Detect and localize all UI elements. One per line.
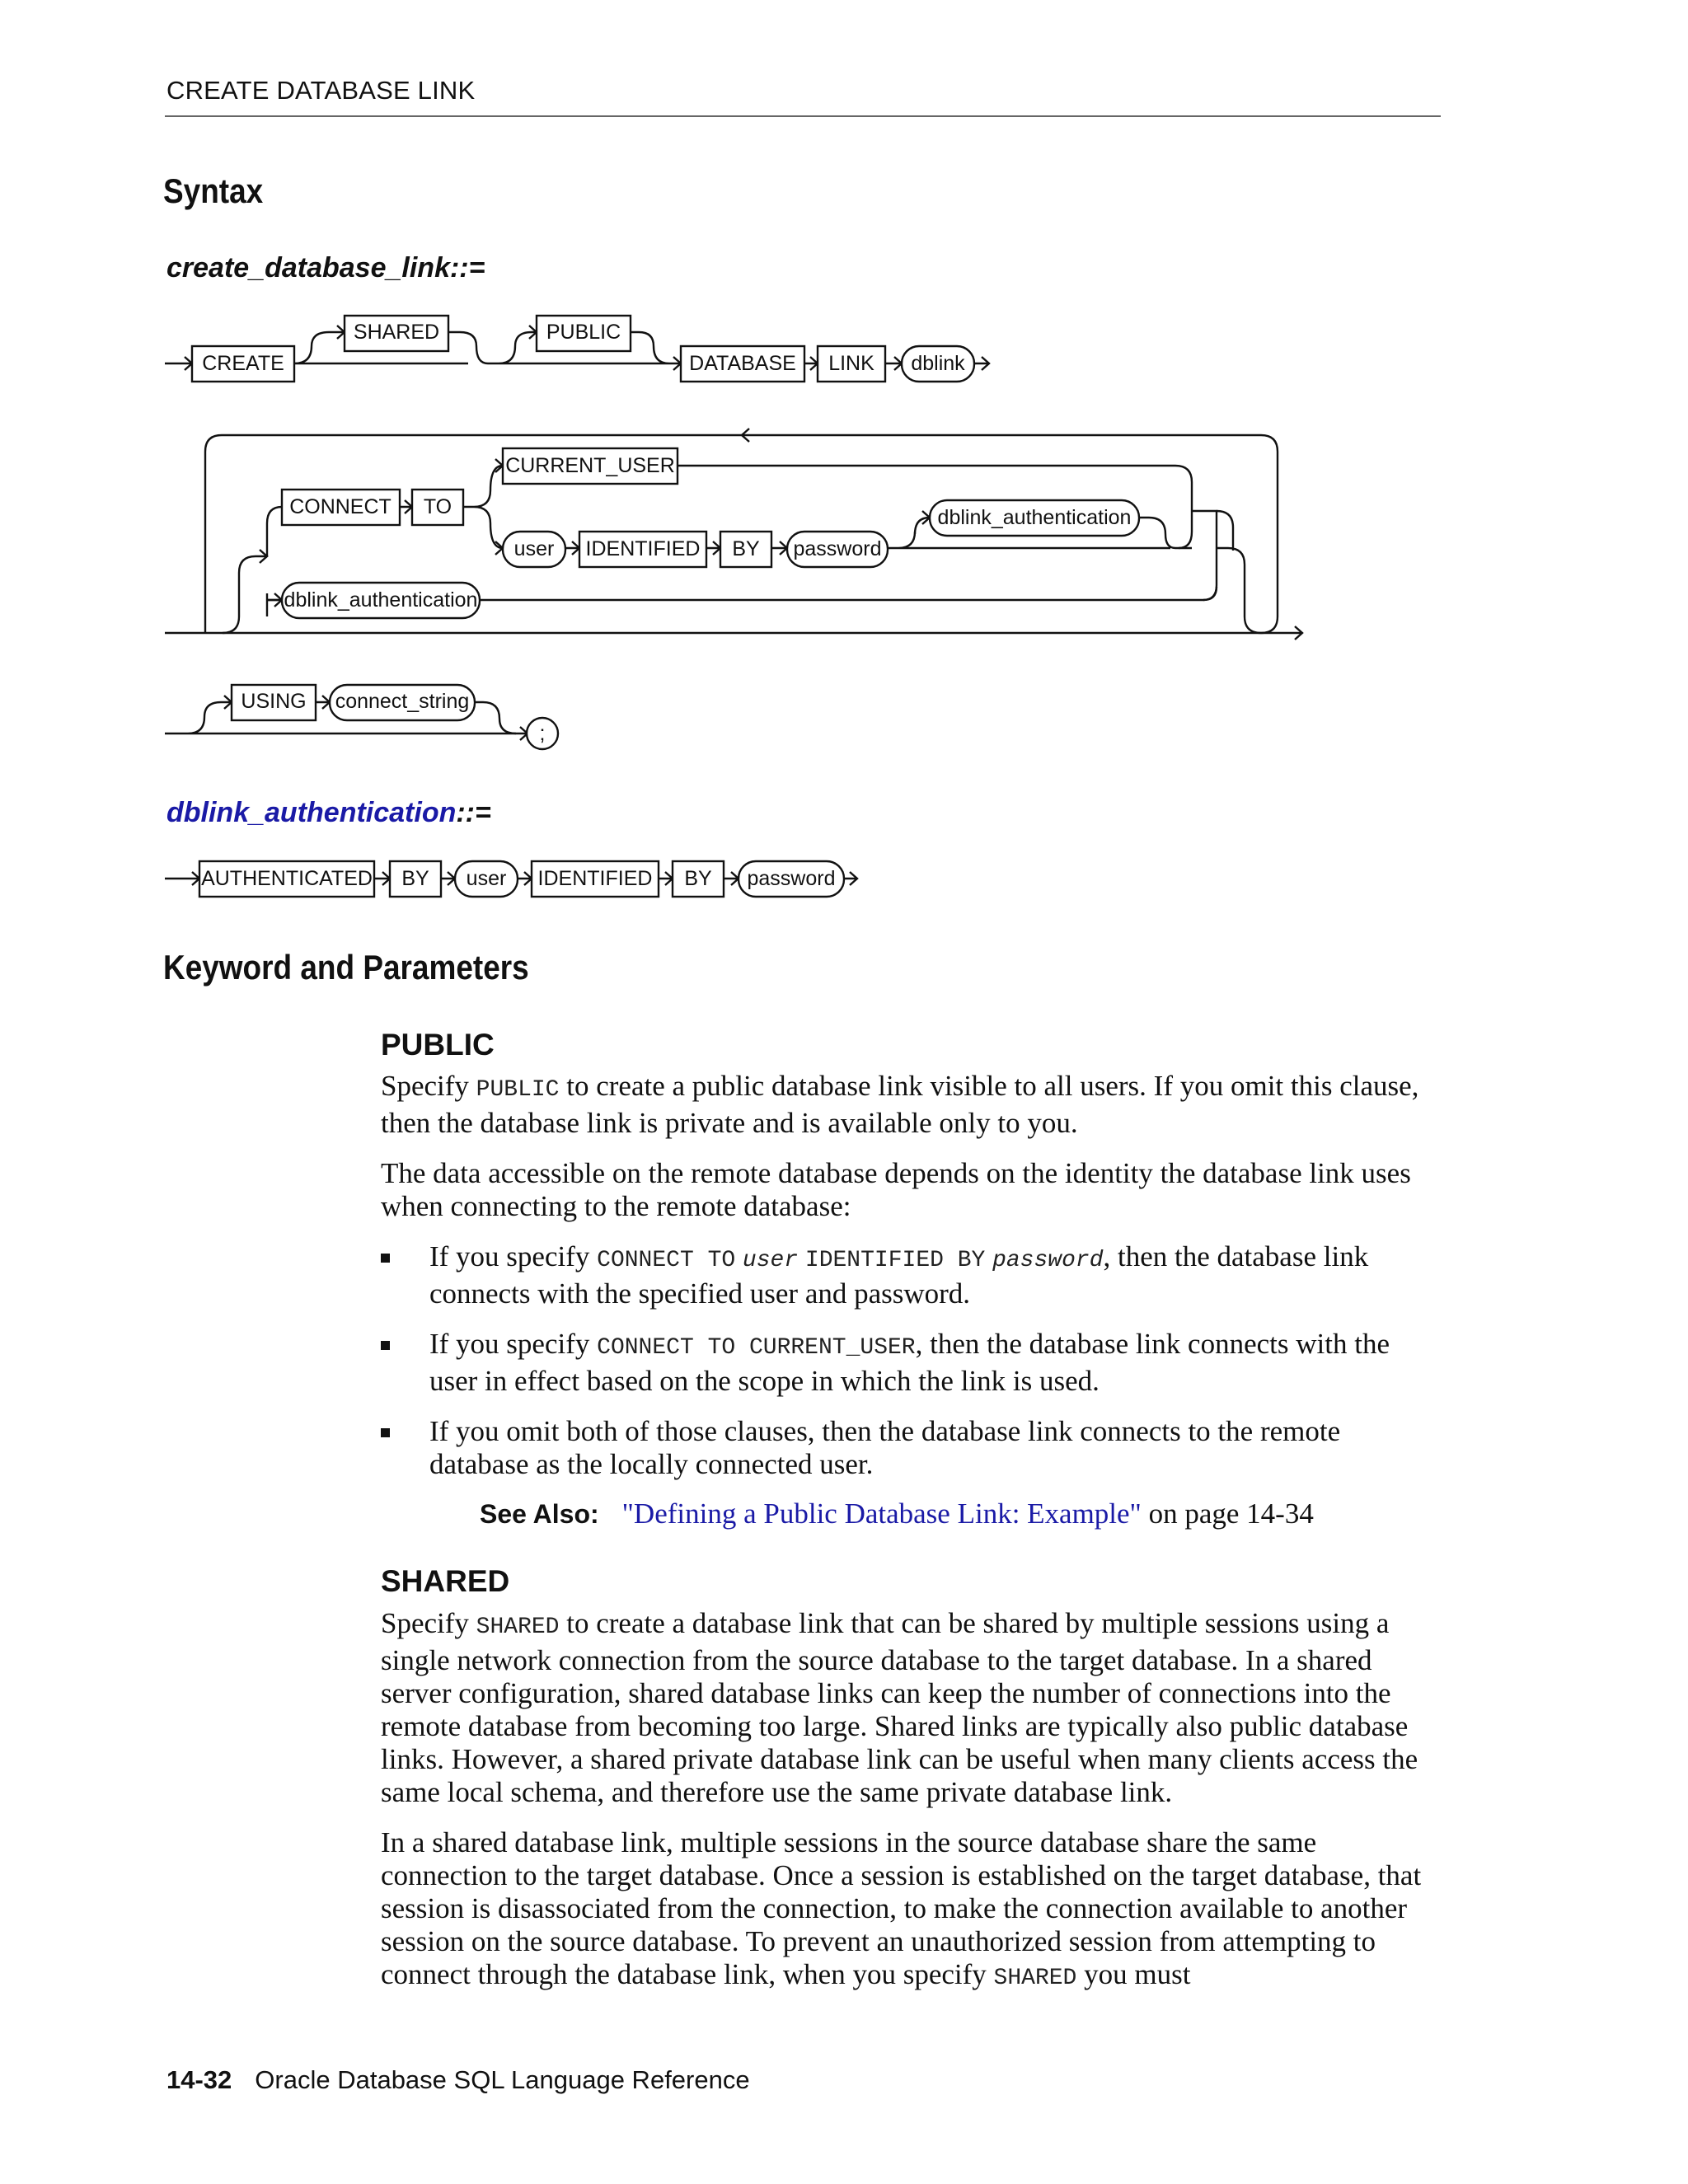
user-nonterminal: user: [513, 537, 555, 560]
text-run: , then the database link connects with the user in effect based on the scope in which the link is used.: [429, 1328, 1390, 1397]
bullet-icon: [381, 1254, 390, 1263]
authenticated-keyword: AUTHENTICATED: [201, 867, 373, 890]
subheading-shared: SHARED: [381, 1564, 510, 1598]
password-nonterminal-2: password: [747, 867, 836, 890]
diagram-row-connect: [165, 429, 1302, 640]
bullet-icon: [381, 1341, 390, 1350]
identified-keyword-2: IDENTIFIED: [537, 867, 653, 890]
semicolon-terminal: ;: [539, 722, 546, 745]
by-keyword-3: BY: [684, 867, 712, 890]
dblink-nonterminal: dblink: [911, 352, 965, 375]
shared-keyword: SHARED: [353, 321, 440, 344]
see-also-link[interactable]: "Defining a Public Database Link: Example": [621, 1497, 1142, 1530]
inline-code: CONNECT TO: [597, 1248, 736, 1273]
shared-paragraph-2: [381, 1826, 1444, 1995]
diagram-row-create: [165, 316, 989, 382]
text-run: In a shared database link, multiple sessions in the source database share the same connection to the target database. Once a session is established on the target database, that session is disassociated from the connection, to make the connection available to another session on the source database. To prevent an unauthorized session from attempting to connect through the database link, when you specify: [381, 1826, 1422, 1990]
public-keyword: PUBLIC: [546, 321, 621, 344]
production-name-link[interactable]: dblink_authentication: [166, 797, 457, 828]
section-heading-syntax: Syntax: [163, 171, 264, 210]
diagram-row-using: [165, 685, 558, 749]
subheading-public: PUBLIC: [381, 1028, 495, 1062]
database-keyword: DATABASE: [689, 352, 796, 375]
password-nonterminal: password: [793, 537, 882, 560]
connect-keyword: CONNECT: [289, 495, 392, 518]
by-keyword-2: BY: [401, 867, 429, 890]
text-run: Specify: [381, 1070, 476, 1102]
text-run: to create a database link that can be shared by multiple sessions using a single network connection from the source database to the target database. In a shared server configuration, shared database links can keep the number of connections into the remote database from becoming too large. Shared links are typically also public database links. However, a shared private database link can be useful when many clients access the same local schema, and therefore use the same private database link.: [381, 1607, 1418, 1808]
identified-keyword: IDENTIFIED: [585, 537, 701, 560]
text-run: , then the database link connects with the specified user and password.: [429, 1240, 1369, 1310]
identity-list: [381, 1240, 1444, 1481]
connect-string-nonterminal: connect_string: [335, 690, 470, 713]
book-title: Oracle Database SQL Language Reference: [255, 2065, 750, 2094]
public-paragraph-2: The data accessible on the remote database depends on the identity the database link uses when connecting to the remote database:: [381, 1157, 1411, 1222]
to-keyword: TO: [423, 495, 452, 518]
bullet-icon: [381, 1428, 390, 1437]
shared-body: [381, 1607, 1444, 1995]
inline-code: IDENTIFIED BY: [804, 1248, 986, 1273]
diagram-row-authenticated: [165, 861, 857, 897]
inline-code: PUBLIC: [476, 1077, 560, 1103]
production-title-dblink-authentication: [166, 797, 491, 829]
text-run: If you specify: [429, 1328, 598, 1360]
production-name: create_database_link: [166, 252, 450, 284]
create-keyword: CREATE: [202, 352, 284, 375]
production-suffix: ::=: [456, 797, 491, 828]
list-item: [381, 1240, 1444, 1310]
public-paragraph-1: [381, 1070, 1444, 1140]
page-footer: [166, 2065, 750, 2095]
public-body: [381, 1070, 1444, 1481]
inline-code: CONNECT TO CURRENT_USER: [597, 1335, 916, 1361]
list-item: [381, 1328, 1444, 1398]
see-also-label: See Also:: [480, 1499, 599, 1529]
see-also: [480, 1497, 1314, 1530]
page-number: 14-32: [166, 2065, 232, 2094]
syntax-diagram: [0, 0, 1688, 923]
using-keyword: USING: [241, 690, 307, 713]
production-suffix: ::=: [449, 252, 485, 284]
current-user-keyword: CURRENT_USER: [505, 454, 675, 477]
running-header: CREATE DATABASE LINK: [166, 76, 476, 105]
text-run: to create a public database link visible to all users. If you omit this clause, then the database link is private and is available only to you.: [381, 1070, 1419, 1139]
inline-code-italic: user: [742, 1248, 799, 1273]
by-keyword: BY: [732, 537, 760, 560]
inline-code: SHARED: [476, 1615, 560, 1640]
user-nonterminal-2: user: [466, 867, 507, 890]
link-keyword: LINK: [828, 352, 874, 375]
text-run: If you omit both of those clauses, then the database link connects to the remote database as the locally connected user.: [429, 1415, 1341, 1480]
inline-code-italic: password: [992, 1248, 1104, 1273]
list-item: [381, 1415, 1444, 1481]
see-also-page-ref: on page 14-34: [1141, 1497, 1314, 1530]
dblink-authentication-alt: dblink_authentication: [284, 588, 478, 612]
shared-paragraph-1: [381, 1607, 1444, 1809]
text-run: you must: [1076, 1958, 1191, 1990]
dblink-authentication-inner: dblink_authentication: [937, 506, 1132, 529]
text-run: Specify: [381, 1607, 476, 1639]
inline-code: SHARED: [993, 1966, 1077, 1991]
section-heading-keywords: Keyword and Parameters: [163, 948, 529, 987]
text-run: If you specify: [429, 1240, 598, 1272]
